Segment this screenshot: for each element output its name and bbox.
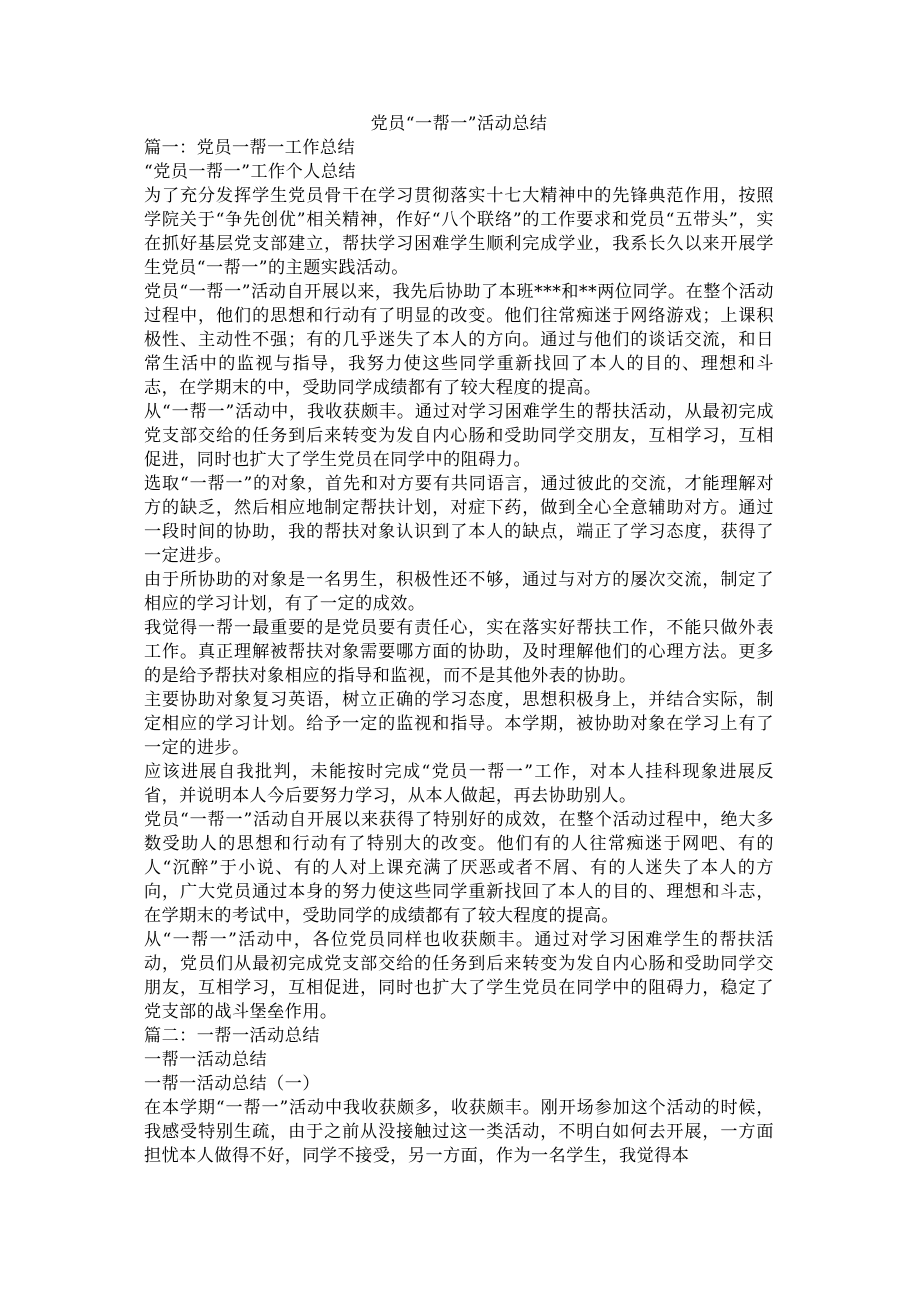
paragraph: 选取“一帮一”的对象，首先和对方要有共同语言，通过彼此的交流，才能理解对方的缺乏，然后相应地制定帮扶计划，对症下药，做到全心全意辅助对方。通过一段时间的协助，我的帮扶对象认识到了本人的缺点，端正了学习态度，获得了一定进步。 — [144, 474, 774, 566]
paragraph: 应该进展自我批判，未能按时完成“党员一帮一”工作，对本人挂科现象进展反省，并说明本人今后要努力学习，从本人做起，再去协助别人。 — [144, 762, 774, 806]
document-content — [144, 136, 774, 1168]
section-heading: “党员一帮一”工作个人总结 — [144, 162, 357, 182]
document-title: 党员“一帮一”活动总结 — [370, 114, 548, 134]
document-body — [144, 112, 774, 1168]
paragraph: 主要协助对象复习英语，树立正确的学习态度，思想积极身上，并结合实际，制定相应的学习计划。给予一定的监视和指导。本学期，被协助对象在学习上有了一定的进步。 — [144, 690, 774, 758]
paragraph: 从“一帮一”活动中，我收获颇丰。通过对学习困难学生的帮扶活动，从最初完成党支部交给的任务到后来转变为发自内心肠和受助同学交朋友，互相学习，互相促进，同时也扩大了学生党员在同学中的阻碍力。 — [144, 402, 774, 470]
paragraph: 我觉得一帮一最重要的是党员要有责任心，实在落实好帮扶工作，不能只做外表工作。真正理解被帮扶对象需要哪方面的协助，及时理解他们的心理方法。更多的是给予帮扶对象相应的指导和监视，而不是其他外表的协助。 — [144, 618, 774, 686]
section-heading: 一帮一活动总结 — [144, 1050, 268, 1070]
paragraph: 从“一帮一”活动中，各位党员同样也收获颇丰。通过对学习困难学生的帮扶活动，党员们从最初完成党支部交给的任务到后来转变为发自内心肠和受助同学交朋友，互相学习，互相促进，同时也扩大了学生党员在同学中的阻碍力，稳定了党支部的战斗堡垒作用。 — [144, 930, 774, 1022]
paragraph: 党员“一帮一”活动自开展以来，我先后协助了本班***和**两位同学。在整个活动过程中，他们的思想和行动有了明显的改变。他们往常痴迷于网络游戏；上课积极性、主动性不强；有的几乎迷失了本人的方向。通过与他们的谈话交流，和日常生活中的监视与指导，我努力使这些同学重新找回了本人的目的、理想和斗志，在学期末的中，受助同学成绩都有了较大程度的提高。 — [144, 282, 774, 398]
paragraph: 为了充分发挥学生党员骨干在学习贯彻落实十七大精神中的先锋典范作用，按照学院关于“争先创优”相关精神，作好“八个联络”的工作要求和党员“五带头”，实在抓好基层党支部建立，帮扶学习困难学生顺利完成学业，我系长久以来开展学生党员“一帮一”的主题实践活动。 — [144, 186, 774, 278]
section-heading: 一帮一活动总结（一） — [144, 1074, 320, 1094]
paragraph: 由于所协助的对象是一名男生，积极性还不够，通过与对方的屡次交流，制定了相应的学习计划，有了一定的成效。 — [144, 570, 774, 614]
paragraph: 在本学期“一帮一”活动中我收获颇多，收获颇丰。刚开场参加这个活动的时候，我感受特别生疏，由于之前从没接触过这一类活动，不明白如何去开展，一方面担忧本人做得不好，同学不接受，另一方面，作为一名学生，我觉得本 — [144, 1098, 774, 1166]
section-heading: 篇一：党员一帮一工作总结 — [144, 138, 356, 158]
paragraph: 党员“一帮一”活动自开展以来获得了特别好的成效，在整个活动过程中，绝大多数受助人的思想和行动有了特别大的改变。他们有的人往常痴迷于网吧、有的人“沉醉”于小说、有的人对上课充满了厌恶或者不屑、有的人迷失了本人的方向，广大党员通过本身的努力使这些同学重新找回了本人的目的、理想和斗志，在学期末的考试中，受助同学的成绩都有了较大程度的提高。 — [144, 810, 774, 926]
section-heading: 篇二：一帮一活动总结 — [144, 1026, 320, 1046]
